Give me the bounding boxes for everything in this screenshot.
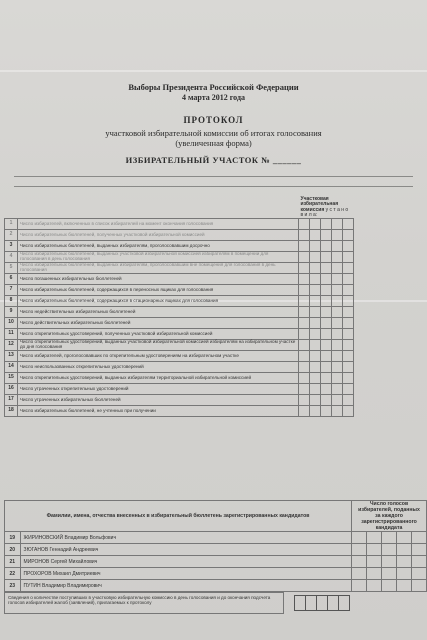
digit-cell[interactable] — [352, 532, 367, 544]
address-line — [14, 176, 413, 177]
election-title: Выборы Президента Российской Федерации — [128, 82, 299, 92]
tally-row-number: 8 — [5, 296, 18, 307]
digit-cell[interactable] — [321, 395, 332, 406]
tally-row-number: 14 — [5, 362, 18, 373]
candidate-row-number: 23 — [5, 580, 21, 592]
candidate-name: ЗЮГАНОВ Геннадий Андреевич — [20, 544, 352, 556]
digit-cell[interactable] — [299, 263, 310, 274]
tally-header-label: Участковая избирательная комиссия — [300, 196, 339, 213]
tally-row-label: Число утраченных избирательных бюллетеней — [18, 395, 299, 406]
digit-cell[interactable] — [396, 532, 411, 544]
tally-row-label: Число избирателей, включенных в список избирателей на момент окончания голосования — [18, 219, 299, 230]
digit-cell[interactable] — [332, 296, 343, 307]
digit-cell[interactable] — [299, 406, 310, 417]
tally-row — [5, 351, 354, 362]
tally-row-number: 12 — [5, 340, 18, 351]
digit-cell[interactable] — [396, 556, 411, 568]
digit-cell[interactable] — [321, 263, 332, 274]
digit-cell[interactable] — [321, 373, 332, 384]
tally-row-number: 11 — [5, 329, 18, 340]
digit-cell[interactable] — [299, 285, 310, 296]
digit-cell[interactable] — [299, 395, 310, 406]
election-date: 4 марта 2012 года — [181, 93, 245, 102]
digit-cell[interactable] — [343, 307, 354, 318]
candidate-row — [5, 580, 427, 592]
digit-cell[interactable] — [321, 406, 332, 417]
candidate-row-number: 19 — [5, 532, 21, 544]
digit-cell[interactable] — [411, 532, 426, 544]
digit-cell[interactable] — [396, 580, 411, 592]
tally-row-label: Число открепительных удостоверений, полученных участковой избирательной комиссией — [18, 329, 299, 340]
tally-row-label: Число избирательных бюллетеней, не учтенных при получении — [18, 406, 299, 417]
digit-cell[interactable] — [332, 406, 343, 417]
digit-cell[interactable] — [367, 556, 382, 568]
digit-cell[interactable] — [299, 274, 310, 285]
digit-cell[interactable] — [310, 241, 321, 252]
digit-cell[interactable] — [310, 395, 321, 406]
address-line — [14, 186, 413, 187]
digit-cell[interactable] — [352, 544, 367, 556]
digit-cell[interactable] — [299, 362, 310, 373]
tally-row — [5, 219, 354, 230]
tally-row-number: 7 — [5, 285, 18, 296]
tally-row-label: Число утраченных открепительных удостоверений — [18, 384, 299, 395]
digit-cell[interactable] — [310, 406, 321, 417]
digit-cell[interactable] — [381, 532, 396, 544]
tally-row-label: Число действительных избирательных бюллетеней — [18, 318, 299, 329]
tally-row — [5, 296, 354, 307]
digit-cell[interactable] — [381, 544, 396, 556]
digit-cell[interactable] — [367, 580, 382, 592]
digit-cell[interactable] — [321, 351, 332, 362]
tally-row — [5, 263, 354, 274]
tally-row-label: Число избирателей, проголосовавших по открепительным удостоверениям на избирательном участке — [18, 351, 299, 362]
tally-row-label: Число избирательных бюллетеней, выданных избирателям, проголосовавшим вне помещения для голосования в день голосования — [18, 263, 299, 274]
digit-cell[interactable] — [310, 384, 321, 395]
tally-row-number: 9 — [5, 307, 18, 318]
digit-cell[interactable] — [310, 285, 321, 296]
tally-row-number: 3 — [5, 241, 18, 252]
digit-cell[interactable] — [343, 318, 354, 329]
digit-cell[interactable] — [321, 384, 332, 395]
candidate-row-number: 20 — [5, 544, 21, 556]
digit-cell[interactable] — [299, 296, 310, 307]
digit-cell[interactable] — [411, 556, 426, 568]
digit-cell[interactable] — [343, 219, 354, 230]
candidate-row-number: 22 — [5, 568, 21, 580]
digit-cell[interactable] — [352, 568, 367, 580]
digit-cell[interactable] — [332, 263, 343, 274]
tally-row-number: 15 — [5, 373, 18, 384]
digit-cell[interactable] — [321, 307, 332, 318]
complaints-cells — [294, 595, 349, 616]
candidate-name: ПРОХОРОВ Михаил Дмитриевич — [20, 568, 352, 580]
digit-cell[interactable] — [332, 241, 343, 252]
tally-table — [4, 197, 354, 417]
digit-cell[interactable] — [321, 340, 332, 351]
tally-row-label: Число открепительных удостоверений, выданных участковой избирательной комиссией избирателям на избирательном участке до дня голосования — [18, 340, 299, 351]
digit-cell[interactable] — [299, 219, 310, 230]
candidate-row — [5, 568, 427, 580]
tally-row — [5, 406, 354, 417]
tally-row-number: 4 — [5, 252, 18, 263]
digit-cell[interactable] — [299, 329, 310, 340]
digit-cell[interactable] — [310, 263, 321, 274]
digit-cell[interactable] — [299, 351, 310, 362]
tally-row — [5, 373, 354, 384]
digit-cell[interactable] — [343, 340, 354, 351]
digit-cell[interactable] — [299, 241, 310, 252]
digit-cell[interactable] — [321, 285, 332, 296]
digit-cell[interactable] — [343, 384, 354, 395]
digit-cell[interactable] — [411, 544, 426, 556]
digit-cell[interactable] — [338, 595, 350, 611]
digit-cell[interactable] — [310, 351, 321, 362]
complaints-note: Сведения о количестве поступивших в участковую избирательную комиссию в день голосования и до окончания подсчета голосов избирателей жалоб (заявлений), прилагаемых к протоколу — [4, 592, 284, 614]
digit-cell[interactable] — [310, 307, 321, 318]
tally-row — [5, 274, 354, 285]
candidate-name: ЖИРИНОВСКИЙ Владимир Вольфович — [20, 532, 352, 544]
digit-cell[interactable] — [367, 532, 382, 544]
candidates-table — [4, 500, 427, 592]
tally-row — [5, 230, 354, 241]
tally-row — [5, 384, 354, 395]
tally-header-row — [5, 197, 354, 219]
tally-header-spaced: у с т а н о в и л а: — [300, 206, 349, 218]
tally-row-number: 1 — [5, 219, 18, 230]
tally-row-label: Число избирательных бюллетеней, содержащихся в переносных ящиках для голосования — [18, 285, 299, 296]
candidate-row — [5, 544, 427, 556]
digit-cell[interactable] — [310, 373, 321, 384]
tally-row-number: 10 — [5, 318, 18, 329]
digit-cell[interactable] — [299, 373, 310, 384]
digit-cell[interactable] — [343, 252, 354, 263]
digit-cell[interactable] — [343, 351, 354, 362]
tally-row — [5, 340, 354, 351]
tally-row-label: Число погашенных избирательных бюллетеней — [18, 274, 299, 285]
digit-cell[interactable] — [332, 274, 343, 285]
digit-cell[interactable] — [343, 241, 354, 252]
digit-cell[interactable] — [381, 556, 396, 568]
digit-cell[interactable] — [332, 384, 343, 395]
tally-row — [5, 285, 354, 296]
tally-row-number: 17 — [5, 395, 18, 406]
digit-cell[interactable] — [321, 241, 332, 252]
tally-row — [5, 362, 354, 373]
tally-row-label: Число избирательных бюллетеней, выданных избирателям, проголосовавшим досрочно — [18, 241, 299, 252]
digit-cell[interactable] — [332, 285, 343, 296]
digit-cell[interactable] — [332, 252, 343, 263]
tally-row-label: Число недействительных избирательных бюллетеней — [18, 307, 299, 318]
digit-cell[interactable] — [396, 568, 411, 580]
digit-cell[interactable] — [321, 219, 332, 230]
digit-cell[interactable] — [310, 252, 321, 263]
digit-cell[interactable] — [321, 329, 332, 340]
digit-cell[interactable] — [299, 307, 310, 318]
tally-row-label: Число избирательных бюллетеней, выданных участковой избирательной комиссией избирателям в помещении для голосования в день голосования — [18, 252, 299, 263]
digit-cell[interactable] — [352, 580, 367, 592]
tally-row-number: 13 — [5, 351, 18, 362]
digit-cell[interactable] — [367, 544, 382, 556]
tally-row-number: 16 — [5, 384, 18, 395]
digit-cell[interactable] — [343, 406, 354, 417]
tally-row — [5, 307, 354, 318]
digit-cell[interactable] — [310, 296, 321, 307]
paper-fold — [0, 70, 427, 72]
tally-row — [5, 318, 354, 329]
digit-cell[interactable] — [321, 230, 332, 241]
digit-cell[interactable] — [332, 329, 343, 340]
digit-cell[interactable] — [343, 263, 354, 274]
tally-row — [5, 395, 354, 406]
digit-cell[interactable] — [343, 373, 354, 384]
digit-cell[interactable] — [299, 230, 310, 241]
digit-cell[interactable] — [299, 252, 310, 263]
candidate-row-number: 21 — [5, 556, 21, 568]
digit-cell[interactable] — [332, 351, 343, 362]
digit-cell[interactable] — [367, 568, 382, 580]
digit-cell[interactable] — [343, 395, 354, 406]
candidate-row — [5, 532, 427, 544]
digit-cell[interactable] — [343, 285, 354, 296]
digit-cell[interactable] — [321, 318, 332, 329]
digit-cell[interactable] — [299, 384, 310, 395]
protocol-subtitle: участковой избирательной комиссии об итогах голосования — [105, 128, 322, 138]
digit-cell[interactable] — [343, 274, 354, 285]
digit-cell[interactable] — [352, 556, 367, 568]
tally-row-label: Число избирательных бюллетеней, полученных участковой избирательной комиссией — [18, 230, 299, 241]
digit-cell[interactable] — [343, 296, 354, 307]
digit-cell[interactable] — [321, 274, 332, 285]
candidates-votes-header: Число голосов избирателей, поданных за каждого зарегистрированного кандидата — [352, 501, 427, 532]
digit-cell[interactable] — [332, 230, 343, 241]
candidate-name: ПУТИН Владимир Владимирович — [20, 580, 352, 592]
digit-cell[interactable] — [310, 362, 321, 373]
digit-cell[interactable] — [343, 329, 354, 340]
candidate-name: МИРОНОВ Сергей Михайлович — [20, 556, 352, 568]
tally-row-number: 5 — [5, 263, 18, 274]
digit-cell[interactable] — [321, 362, 332, 373]
digit-cell[interactable] — [343, 362, 354, 373]
tally-row — [5, 329, 354, 340]
tally-row-label: Число избирательных бюллетеней, содержащихся в стационарных ящиках для голосования — [18, 296, 299, 307]
digit-cell[interactable] — [299, 340, 310, 351]
digit-cell[interactable] — [310, 219, 321, 230]
digit-cell[interactable] — [396, 544, 411, 556]
digit-cell[interactable] — [321, 296, 332, 307]
tally-row-number: 18 — [5, 406, 18, 417]
digit-cell[interactable] — [332, 340, 343, 351]
digit-cell[interactable] — [310, 318, 321, 329]
digit-cell[interactable] — [411, 580, 426, 592]
digit-cell[interactable] — [310, 340, 321, 351]
digit-cell[interactable] — [343, 230, 354, 241]
digit-cell[interactable] — [310, 230, 321, 241]
tally-row — [5, 241, 354, 252]
protocol-title: ПРОТОКОЛ — [183, 115, 244, 125]
digit-cell[interactable] — [332, 395, 343, 406]
tally-row-label: Число открепительных удостоверений, выданных избирателям территориальной избирательной комиссией — [18, 373, 299, 384]
digit-cell[interactable] — [332, 318, 343, 329]
digit-cell[interactable] — [310, 329, 321, 340]
digit-cell[interactable] — [310, 274, 321, 285]
form-note: (увеличенная форма) — [175, 138, 252, 148]
digit-cell[interactable] — [381, 568, 396, 580]
tally-row — [5, 252, 354, 263]
digit-cell[interactable] — [299, 318, 310, 329]
digit-cell[interactable] — [332, 219, 343, 230]
candidates-header-row — [5, 501, 427, 532]
tally-row-label: Число неиспользованных открепительных удостоверений — [18, 362, 299, 373]
tally-row-number: 6 — [5, 274, 18, 285]
digit-cell[interactable] — [332, 373, 343, 384]
candidates-name-header: Фамилии, имена, отчества внесенных в избирательный бюллетень зарегистрированных кандидатов — [5, 501, 352, 532]
digit-cell[interactable] — [332, 362, 343, 373]
digit-cell[interactable] — [332, 307, 343, 318]
digit-cell[interactable] — [381, 580, 396, 592]
candidate-row — [5, 556, 427, 568]
digit-cell[interactable] — [321, 252, 332, 263]
tally-row-number: 2 — [5, 230, 18, 241]
digit-cell[interactable] — [411, 568, 426, 580]
precinct-number: ИЗБИРАТЕЛЬНЫЙ УЧАСТОК № ______ — [125, 155, 302, 165]
